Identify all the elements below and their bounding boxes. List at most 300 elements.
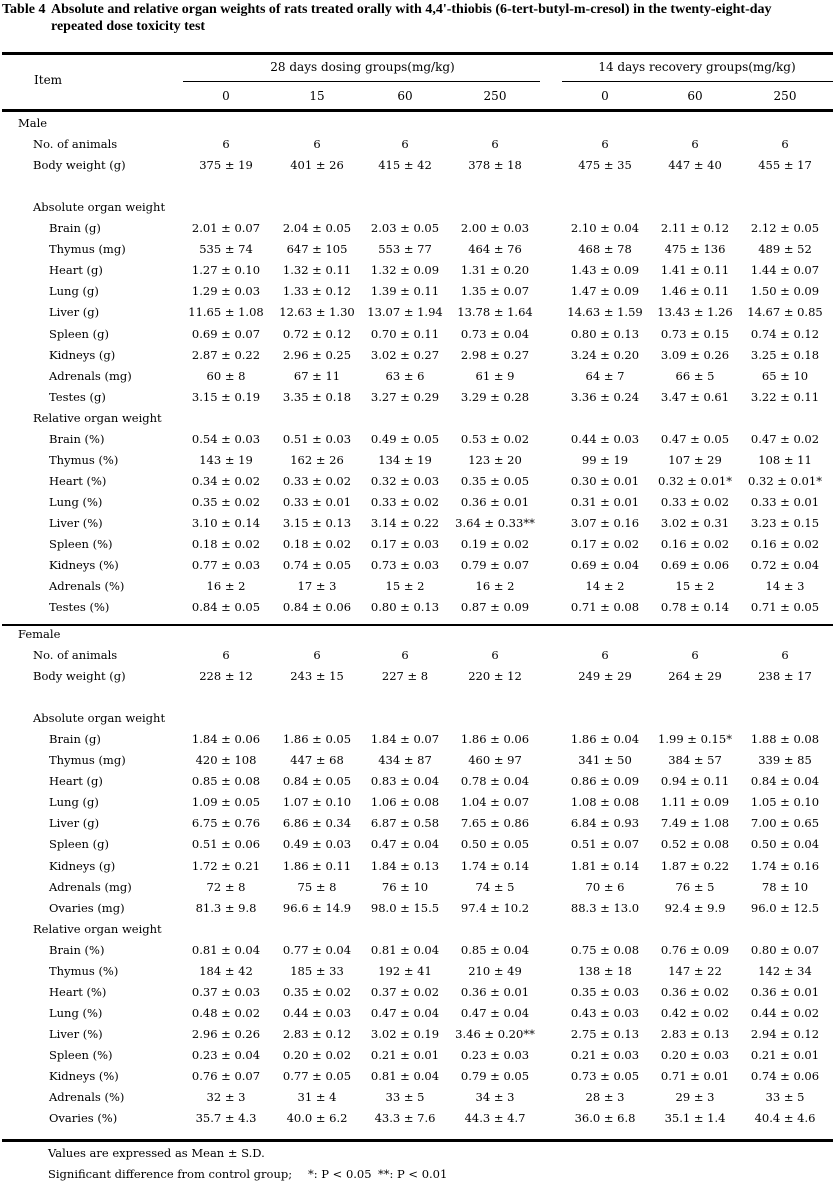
table-cell: 0.84 ± 0.06 — [282, 600, 352, 614]
table-cell: 1.72 ± 0.21 — [191, 859, 261, 873]
table-cell: 3.07 ± 0.16 — [570, 516, 640, 530]
table-cell: 0.49 ± 0.05 — [370, 432, 440, 446]
row-label: No. of animals — [33, 137, 118, 151]
table-cell: 0.47 ± 0.02 — [750, 432, 820, 446]
table-cell: 99 ± 19 — [581, 453, 629, 467]
table-cell: 2.12 ± 0.05 — [750, 221, 820, 235]
table-cell: 138 ± 18 — [578, 964, 632, 978]
row-label: Spleen (%) — [49, 537, 113, 551]
table-cell: 32 ± 3 — [206, 1090, 246, 1104]
table-cell: 0.78 ± 0.14 — [660, 600, 730, 614]
table-cell: 1.74 ± 0.14 — [460, 859, 530, 873]
table-cell: 0.78 ± 0.04 — [460, 774, 530, 788]
header-dosing-group: 28 days dosing groups(mg/kg) — [270, 60, 455, 74]
table-cell: 78 ± 10 — [761, 880, 809, 894]
row-label: Thymus (mg) — [49, 242, 126, 256]
table-cell: 3.14 ± 0.22 — [370, 516, 440, 530]
table-cell: 17 ± 3 — [297, 579, 337, 593]
table-cell: 40.4 ± 4.6 — [754, 1111, 816, 1125]
table-cell: 0.35 ± 0.02 — [191, 495, 261, 509]
table-cell: 6 — [313, 137, 321, 151]
table-cell: 0.94 ± 0.11 — [660, 774, 730, 788]
table-cell: 0.33 ± 0.01 — [282, 495, 352, 509]
table-cell: 108 ± 11 — [758, 453, 812, 467]
table-cell: 3.23 ± 0.15 — [750, 516, 820, 530]
table-cell: 6.84 ± 0.93 — [570, 816, 640, 830]
table-cell: 3.15 ± 0.13 — [282, 516, 352, 530]
table-cell: 1.35 ± 0.07 — [460, 284, 530, 298]
table-cell: 341 ± 50 — [578, 753, 632, 767]
row-label: Lung (g) — [49, 795, 99, 809]
table-cell: 92.4 ± 9.9 — [664, 901, 726, 915]
table-cell: 1.86 ± 0.06 — [460, 732, 530, 746]
table-cell: 0.49 ± 0.03 — [282, 837, 352, 851]
table-cell: 2.96 ± 0.25 — [282, 348, 352, 362]
table-cell: 2.83 ± 0.13 — [660, 1027, 730, 1041]
table-cell: 0.33 ± 0.02 — [282, 474, 352, 488]
table-cell: 0.21 ± 0.01 — [370, 1048, 440, 1062]
row-label: Kidneys (g) — [49, 859, 116, 873]
table-cell: 1.31 ± 0.20 — [460, 263, 530, 277]
row-label: Brain (g) — [49, 732, 101, 746]
table-cell: 3.64 ± 0.33** — [455, 516, 535, 530]
table-cell: 0.71 ± 0.05 — [750, 600, 820, 614]
table-cell: 6.87 ± 0.58 — [370, 816, 440, 830]
table-cell: 88.3 ± 13.0 — [570, 901, 640, 915]
table-cell: 1.29 ± 0.03 — [191, 284, 261, 298]
table-cell: 2.96 ± 0.26 — [191, 1027, 261, 1041]
dose-header-cell: 60 — [397, 89, 413, 103]
table-cell: 7.00 ± 0.65 — [750, 816, 820, 830]
footnote-mean-sd: Values are expressed as Mean ± S.D. — [48, 1146, 265, 1160]
table-cell: 0.70 ± 0.11 — [370, 327, 440, 341]
table-cell: 13.78 ± 1.64 — [457, 305, 533, 319]
table-cell: 0.83 ± 0.04 — [370, 774, 440, 788]
table-cell: 3.09 ± 0.26 — [660, 348, 730, 362]
table-cell: 134 ± 19 — [378, 453, 432, 467]
table-cell: 3.25 ± 0.18 — [750, 348, 820, 362]
table-cell: 1.81 ± 0.14 — [570, 859, 640, 873]
table-cell: 6.86 ± 0.34 — [282, 816, 352, 830]
table-cell: 1.05 ± 0.10 — [750, 795, 820, 809]
table-cell: 3.47 ± 0.61 — [660, 390, 730, 404]
table-cell: 0.50 ± 0.05 — [460, 837, 530, 851]
table-cell: 0.76 ± 0.07 — [191, 1069, 261, 1083]
table-cell: 7.49 ± 1.08 — [660, 816, 730, 830]
table-cell: 1.08 ± 0.08 — [570, 795, 640, 809]
table-cell: 420 ± 108 — [195, 753, 257, 767]
table-cell: 162 ± 26 — [290, 453, 344, 467]
table-cell: 0.74 ± 0.05 — [282, 558, 352, 572]
table-cell: 464 ± 76 — [468, 242, 522, 256]
table-cell: 6 — [222, 648, 230, 662]
table-cell: 0.36 ± 0.01 — [750, 985, 820, 999]
table-cell: 0.73 ± 0.04 — [460, 327, 530, 341]
table-cell: 0.71 ± 0.01 — [660, 1069, 730, 1083]
row-label: Liver (%) — [49, 516, 103, 530]
table-cell: 70 ± 6 — [585, 880, 625, 894]
table-cell: 3.15 ± 0.19 — [191, 390, 261, 404]
row-label: Brain (%) — [49, 943, 105, 957]
table-cell: 2.75 ± 0.13 — [570, 1027, 640, 1041]
row-label: No. of animals — [33, 648, 118, 662]
table-cell: 1.39 ± 0.11 — [370, 284, 440, 298]
table-cell: 107 ± 29 — [668, 453, 722, 467]
table-cell: 1.84 ± 0.06 — [191, 732, 261, 746]
row-label: Liver (%) — [49, 1027, 103, 1041]
table-cell: 0.80 ± 0.07 — [750, 943, 820, 957]
table-cell: 6 — [691, 648, 699, 662]
table-cell: 0.69 ± 0.04 — [570, 558, 640, 572]
table-cell: 0.44 ± 0.03 — [282, 1006, 352, 1020]
table-cell: 0.47 ± 0.05 — [660, 432, 730, 446]
table-cell: 6 — [491, 648, 499, 662]
table-cell: 2.04 ± 0.05 — [282, 221, 352, 235]
table-cell: 378 ± 18 — [468, 158, 522, 172]
row-label: Ovaries (mg) — [49, 901, 125, 915]
table-cell: 0.87 ± 0.09 — [460, 600, 530, 614]
dose-header-cell: 0 — [601, 89, 609, 103]
table-cell: 0.73 ± 0.15 — [660, 327, 730, 341]
table-cell: 6.75 ± 0.76 — [191, 816, 261, 830]
row-label: Liver (g) — [49, 816, 100, 830]
table-cell: 375 ± 19 — [199, 158, 253, 172]
table-cell: 0.76 ± 0.09 — [660, 943, 730, 957]
table-cell: 97.4 ± 10.2 — [460, 901, 530, 915]
table-cell: 76 ± 10 — [381, 880, 429, 894]
subsection-label: Absolute organ weight — [33, 200, 166, 214]
table-cell: 0.81 ± 0.04 — [191, 943, 261, 957]
table-cell: 33 ± 5 — [385, 1090, 425, 1104]
table-cell: 76 ± 5 — [675, 880, 715, 894]
table-cell: 1.11 ± 0.09 — [660, 795, 730, 809]
subsection-label: Absolute organ weight — [33, 711, 166, 725]
table-cell: 0.37 ± 0.03 — [191, 985, 261, 999]
row-label: Adrenals (%) — [49, 579, 125, 593]
table-cell: 447 ± 68 — [290, 753, 344, 767]
table-cell: 0.35 ± 0.02 — [282, 985, 352, 999]
table-cell: 1.32 ± 0.11 — [282, 263, 352, 277]
table-cell: 0.37 ± 0.02 — [370, 985, 440, 999]
row-label: Kidneys (g) — [49, 348, 116, 362]
table-cell: 0.33 ± 0.02 — [370, 495, 440, 509]
table-cell: 0.42 ± 0.02 — [660, 1006, 730, 1020]
table-cell: 35.7 ± 4.3 — [195, 1111, 257, 1125]
table-cell: 0.74 ± 0.12 — [750, 327, 820, 341]
table-cell: 13.07 ± 1.94 — [367, 305, 443, 319]
table-cell: 0.21 ± 0.01 — [750, 1048, 820, 1062]
table-cell: 2.10 ± 0.04 — [570, 221, 640, 235]
dose-header-cell: 60 — [687, 89, 703, 103]
table-cell: 2.94 ± 0.12 — [750, 1027, 820, 1041]
section-label: Male — [18, 116, 48, 130]
table-cell: 0.75 ± 0.08 — [570, 943, 640, 957]
table-cell: 2.87 ± 0.22 — [191, 348, 261, 362]
table-cell: 65 ± 10 — [761, 369, 809, 383]
table-cell: 14.67 ± 0.85 — [747, 305, 823, 319]
table-cell: 1.84 ± 0.13 — [370, 859, 440, 873]
table-title: Absolute and relative organ weights of rats treated orally with 4,4'-thiobis (6-tert-butyl-m-cresol) in the twenty-eight-day repeated dose toxicity test — [51, 2, 772, 34]
table-cell: 14 ± 3 — [765, 579, 805, 593]
table-cell: 1.86 ± 0.04 — [570, 732, 640, 746]
table-cell: 553 ± 77 — [378, 242, 432, 256]
footnote-p001: **: P < 0.01 — [378, 1167, 448, 1181]
table-cell: 6 — [491, 137, 499, 151]
table-cell: 0.16 ± 0.02 — [660, 537, 730, 551]
table-cell: 0.35 ± 0.05 — [460, 474, 530, 488]
table-cell: 0.51 ± 0.07 — [570, 837, 640, 851]
dose-header-cell: 250 — [773, 89, 797, 103]
table-cell: 220 ± 12 — [468, 669, 522, 683]
table-cell: 1.32 ± 0.09 — [370, 263, 440, 277]
table-cell: 0.19 ± 0.02 — [460, 537, 530, 551]
table-cell: 0.84 ± 0.05 — [282, 774, 352, 788]
table-cell: 147 ± 22 — [668, 964, 722, 978]
table-cell: 6 — [313, 648, 321, 662]
table-cell: 74 ± 5 — [475, 880, 515, 894]
table-cell: 0.69 ± 0.07 — [191, 327, 261, 341]
table-cell: 44.3 ± 4.7 — [464, 1111, 526, 1125]
table-cell: 29 ± 3 — [675, 1090, 715, 1104]
table-cell: 15 ± 2 — [385, 579, 425, 593]
table-cell: 36.0 ± 6.8 — [574, 1111, 636, 1125]
table-cell: 0.71 ± 0.08 — [570, 600, 640, 614]
table-cell: 0.20 ± 0.03 — [660, 1048, 730, 1062]
dosing-group-rule — [183, 81, 540, 82]
table-cell: 1.74 ± 0.16 — [750, 859, 820, 873]
table-cell: 0.48 ± 0.02 — [191, 1006, 261, 1020]
table-cell: 0.23 ± 0.03 — [460, 1048, 530, 1062]
table-cell: 0.17 ± 0.03 — [370, 537, 440, 551]
row-label: Lung (g) — [49, 284, 99, 298]
table-cell: 1.06 ± 0.08 — [370, 795, 440, 809]
row-label: Spleen (g) — [49, 327, 109, 341]
table-cell: 0.77 ± 0.05 — [282, 1069, 352, 1083]
row-label: Brain (g) — [49, 221, 101, 235]
table-cell: 6 — [401, 648, 409, 662]
table-cell: 11.65 ± 1.08 — [188, 305, 264, 319]
dose-header-cell: 15 — [309, 89, 325, 103]
table-cell: 40.0 ± 6.2 — [286, 1111, 348, 1125]
table-cell: 0.33 ± 0.02 — [660, 495, 730, 509]
table-cell: 489 ± 52 — [758, 242, 812, 256]
table-cell: 0.36 ± 0.01 — [460, 495, 530, 509]
table-cell: 2.83 ± 0.12 — [282, 1027, 352, 1041]
table-cell: 0.52 ± 0.08 — [660, 837, 730, 851]
table-cell: 28 ± 3 — [585, 1090, 625, 1104]
table-cell: 0.36 ± 0.01 — [460, 985, 530, 999]
table-cell: 0.47 ± 0.04 — [370, 1006, 440, 1020]
table-cell: 0.32 ± 0.01* — [658, 474, 732, 488]
table-cell: 210 ± 49 — [468, 964, 522, 978]
table-cell: 3.02 ± 0.27 — [370, 348, 440, 362]
table-cell: 16 ± 2 — [475, 579, 515, 593]
table-cell: 72 ± 8 — [206, 880, 246, 894]
table-cell: 1.33 ± 0.12 — [282, 284, 352, 298]
table-cell: 6 — [401, 137, 409, 151]
subsection-label: Relative organ weight — [33, 922, 162, 936]
table-cell: 434 ± 87 — [378, 753, 432, 767]
table-cell: 7.65 ± 0.86 — [460, 816, 530, 830]
table-cell: 142 ± 34 — [758, 964, 812, 978]
row-label: Liver (g) — [49, 305, 100, 319]
table-cell: 243 ± 15 — [290, 669, 344, 683]
table-cell: 0.47 ± 0.04 — [370, 837, 440, 851]
table-cell: 3.36 ± 0.24 — [570, 390, 640, 404]
header-item: Item — [34, 73, 63, 87]
table-cell: 0.23 ± 0.04 — [191, 1048, 261, 1062]
table-cell: 1.27 ± 0.10 — [191, 263, 261, 277]
table-cell: 384 ± 57 — [668, 753, 722, 767]
table-cell: 0.30 ± 0.01 — [570, 474, 640, 488]
row-label: Testes (g) — [49, 390, 106, 404]
table-cell: 0.84 ± 0.04 — [750, 774, 820, 788]
table-cell: 31 ± 4 — [297, 1090, 337, 1104]
row-label: Thymus (%) — [49, 453, 119, 467]
table-cell: 66 ± 5 — [675, 369, 715, 383]
table-cell: 0.17 ± 0.02 — [570, 537, 640, 551]
table-cell: 1.50 ± 0.09 — [750, 284, 820, 298]
table-cell: 2.01 ± 0.07 — [191, 221, 261, 235]
row-label: Lung (%) — [49, 1006, 103, 1020]
table-cell: 184 ± 42 — [199, 964, 253, 978]
table-cell: 3.24 ± 0.20 — [570, 348, 640, 362]
table-cell: 0.81 ± 0.04 — [370, 1069, 440, 1083]
table-cell: 2.00 ± 0.03 — [460, 221, 530, 235]
table-cell: 0.35 ± 0.03 — [570, 985, 640, 999]
bottom-rule — [2, 1139, 833, 1142]
table-cell: 0.81 ± 0.04 — [370, 943, 440, 957]
table-cell: 0.77 ± 0.04 — [282, 943, 352, 957]
table-cell: 0.73 ± 0.05 — [570, 1069, 640, 1083]
table-cell: 2.03 ± 0.05 — [370, 221, 440, 235]
row-label: Body weight (g) — [33, 158, 126, 172]
table-cell: 227 ± 8 — [381, 669, 429, 683]
table-cell: 2.11 ± 0.12 — [660, 221, 730, 235]
section-label: Female — [18, 627, 61, 641]
table-cell: 0.18 ± 0.02 — [191, 537, 261, 551]
table-cell: 98.0 ± 15.5 — [370, 901, 440, 915]
table-cell: 0.33 ± 0.01 — [750, 495, 820, 509]
table-cell: 33 ± 5 — [765, 1090, 805, 1104]
table-cell: 0.53 ± 0.02 — [460, 432, 530, 446]
table-cell: 0.69 ± 0.06 — [660, 558, 730, 572]
table-cell: 192 ± 41 — [378, 964, 432, 978]
table-cell: 35.1 ± 1.4 — [664, 1111, 726, 1125]
table-cell: 64 ± 7 — [585, 369, 625, 383]
table-cell: 6 — [601, 648, 609, 662]
table-cell: 0.21 ± 0.03 — [570, 1048, 640, 1062]
dose-header-cell: 250 — [483, 89, 507, 103]
table-cell: 1.88 ± 0.08 — [750, 732, 820, 746]
table-cell: 475 ± 35 — [578, 158, 632, 172]
table-cell: 0.84 ± 0.05 — [191, 600, 261, 614]
table-cell: 14 ± 2 — [585, 579, 625, 593]
table-cell: 0.44 ± 0.02 — [750, 1006, 820, 1020]
table-cell: 0.50 ± 0.04 — [750, 837, 820, 851]
table-cell: 535 ± 74 — [199, 242, 253, 256]
recovery-group-rule — [562, 81, 833, 82]
row-label: Kidneys (%) — [49, 558, 119, 572]
table-cell: 0.79 ± 0.07 — [460, 558, 530, 572]
row-label: Spleen (g) — [49, 837, 109, 851]
table-cell: 3.35 ± 0.18 — [282, 390, 352, 404]
table-cell: 3.02 ± 0.19 — [370, 1027, 440, 1041]
table-cell: 1.04 ± 0.07 — [460, 795, 530, 809]
table-cell: 2.98 ± 0.27 — [460, 348, 530, 362]
table-cell: 6 — [691, 137, 699, 151]
table-cell: 0.54 ± 0.03 — [191, 432, 261, 446]
row-label: Brain (%) — [49, 432, 105, 446]
table-cell: 34 ± 3 — [475, 1090, 515, 1104]
table-cell: 249 ± 29 — [578, 669, 632, 683]
table-cell: 0.85 ± 0.04 — [460, 943, 530, 957]
table-cell: 12.63 ± 1.30 — [279, 305, 355, 319]
row-label: Testes (%) — [49, 600, 110, 614]
table-cell: 0.80 ± 0.13 — [370, 600, 440, 614]
table-cell: 1.44 ± 0.07 — [750, 263, 820, 277]
subsection-label: Relative organ weight — [33, 411, 162, 425]
table-cell: 0.47 ± 0.04 — [460, 1006, 530, 1020]
table-cell: 6 — [222, 137, 230, 151]
table-cell: 0.36 ± 0.02 — [660, 985, 730, 999]
table-cell: 1.07 ± 0.10 — [282, 795, 352, 809]
row-label: Thymus (mg) — [49, 753, 126, 767]
table-cell: 61 ± 9 — [475, 369, 515, 383]
row-label: Body weight (g) — [33, 669, 126, 683]
table-cell: 6 — [781, 648, 789, 662]
table-cell: 14.63 ± 1.59 — [567, 305, 643, 319]
row-label: Spleen (%) — [49, 1048, 113, 1062]
table-cell: 0.85 ± 0.08 — [191, 774, 261, 788]
table-cell: 6 — [781, 137, 789, 151]
dose-header-cell: 0 — [222, 89, 230, 103]
table-cell: 3.46 ± 0.20** — [455, 1027, 535, 1041]
table-cell: 0.31 ± 0.01 — [570, 495, 640, 509]
table-number: Table 4 — [2, 2, 46, 17]
table-cell: 1.41 ± 0.11 — [660, 263, 730, 277]
table-cell: 1.47 ± 0.09 — [570, 284, 640, 298]
table-cell: 238 ± 17 — [758, 669, 812, 683]
table-cell: 1.09 ± 0.05 — [191, 795, 261, 809]
table-cell: 1.86 ± 0.11 — [282, 859, 352, 873]
row-label: Heart (g) — [49, 263, 103, 277]
table-cell: 0.80 ± 0.13 — [570, 327, 640, 341]
table-cell: 1.43 ± 0.09 — [570, 263, 640, 277]
row-label: Lung (%) — [49, 495, 103, 509]
table-cell: 0.16 ± 0.02 — [750, 537, 820, 551]
table-cell: 1.46 ± 0.11 — [660, 284, 730, 298]
table-cell: 401 ± 26 — [290, 158, 344, 172]
row-label: Kidneys (%) — [49, 1069, 119, 1083]
section-separator-rule — [2, 624, 833, 626]
table-cell: 75 ± 8 — [297, 880, 337, 894]
table-cell: 468 ± 78 — [578, 242, 632, 256]
table-cell: 43.3 ± 7.6 — [374, 1111, 436, 1125]
table-cell: 6 — [601, 137, 609, 151]
table-cell: 1.87 ± 0.22 — [660, 859, 730, 873]
row-label: Adrenals (mg) — [49, 369, 132, 383]
table-cell: 0.74 ± 0.06 — [750, 1069, 820, 1083]
table-cell: 67 ± 11 — [293, 369, 341, 383]
table-cell: 0.20 ± 0.02 — [282, 1048, 352, 1062]
table-cell: 143 ± 19 — [199, 453, 253, 467]
table-cell: 0.32 ± 0.01* — [748, 474, 822, 488]
table-cell: 0.18 ± 0.02 — [282, 537, 352, 551]
table-cell: 0.51 ± 0.03 — [282, 432, 352, 446]
row-label: Heart (%) — [49, 474, 107, 488]
row-label: Adrenals (%) — [49, 1090, 125, 1104]
